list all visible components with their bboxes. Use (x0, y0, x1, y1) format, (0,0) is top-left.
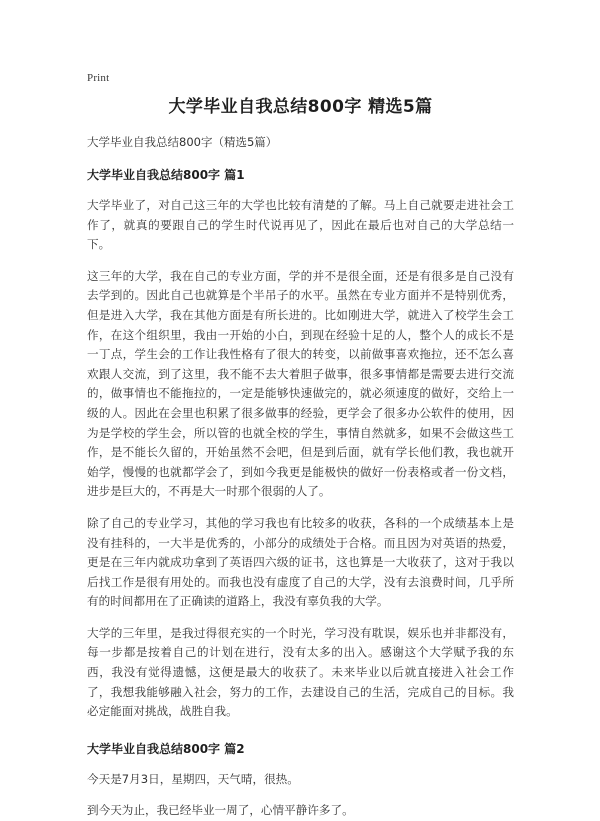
paragraph: 除了自己的专业学习，其他的学习我也有比较多的收获，各科的一个成绩基本上是没有挂科的，一大半是优秀的，小部分的成绩处于合格。而且因为对英语的热爱，更是在三年内就成功拿到了英语四六级的证书，这也算是一大收获了，这对于我以后找工作是很有用处的。而我也没有虚度了自己的大学，没有去浪费时间，几乎所有的时间都用在了正确读的道路上，我没有辜负我的大学。 (87, 515, 514, 609)
section-heading-1: 大学毕业自我总结800字 篇1 (87, 168, 245, 182)
paragraph: 大学的三年里，是我过得很充实的一个时光，学习没有耽误，娱乐也并非都没有，每一步都是按着自己的计划在进行，没有太多的出入。感谢这个大学赋予我的东西，我没有觉得遗憾，这便是最大的收获了。未来毕业以后就直接进入社会工作了，我想我能够融入社会，努力的工作，去建设自己的生活，完成自己的目标。我必定能面对挑战，战胜自我。 (87, 625, 514, 719)
document-content (87, 95, 514, 821)
section-heading-2: 大学毕业自我总结800字 篇2 (87, 741, 245, 756)
paragraph: 大学毕业了，对自己这三年的大学也比较有清楚的了解。马上自己就要走进社会工作了，就真的要跟自己的学生时代说再见了，因此在最后也对自己的大学总结一下。 (87, 198, 514, 252)
paragraph: 到今天为止，我已经毕业一周了，心情平静许多了。 (87, 803, 354, 818)
page-title: 大学毕业自我总结800字 精选5篇 (168, 97, 433, 117)
paragraph: 今天是7月3日，星期四，天气晴，很热。 (87, 771, 299, 786)
paragraph: 这三年的大学，我在自己的专业方面，学的并不是很全面，还是有很多是自己没有去学到的。因此自己也就算是个半吊子的水平。虽然在专业方面并不是特别优秀，但是进入大学，我在其他方面是有所长进的。比如刚进大学，就进入了校学生会工作，在这个组织里，我由一开始的小白，到现在经验十足的人，整个人的成长不是一丁点，学生会的工作让我性格有了很大的转变，以前做事喜欢拖拉，还不怎么喜欢跟人交流，到了这里，我不能不去大着胆子做事，很多事情都是需要去进行交流的，做事情也不能拖拉的，一定是能够快速做完的，就必须速度的做好，交给上一级的人。因此在会里也积累了很多做事的经验，更学会了很多办公软件的使用，因为是学校的学生会，所以管的也就全校的学生，事情自然就多，如果不会做这些工作，是不能长久留的，开始虽然不会吧，但是到后面，就有学长他们教，我也就开始学，慢慢的也就都学会了，到如今我更是能极快的做好一份表格或者一份文档，进步是巨大的，不再是大一时那个很弱的人了。 (87, 268, 514, 499)
print-button[interactable]: Print (87, 72, 110, 84)
document-subtitle: 大学毕业自我总结800字（精选5篇） (87, 135, 278, 149)
